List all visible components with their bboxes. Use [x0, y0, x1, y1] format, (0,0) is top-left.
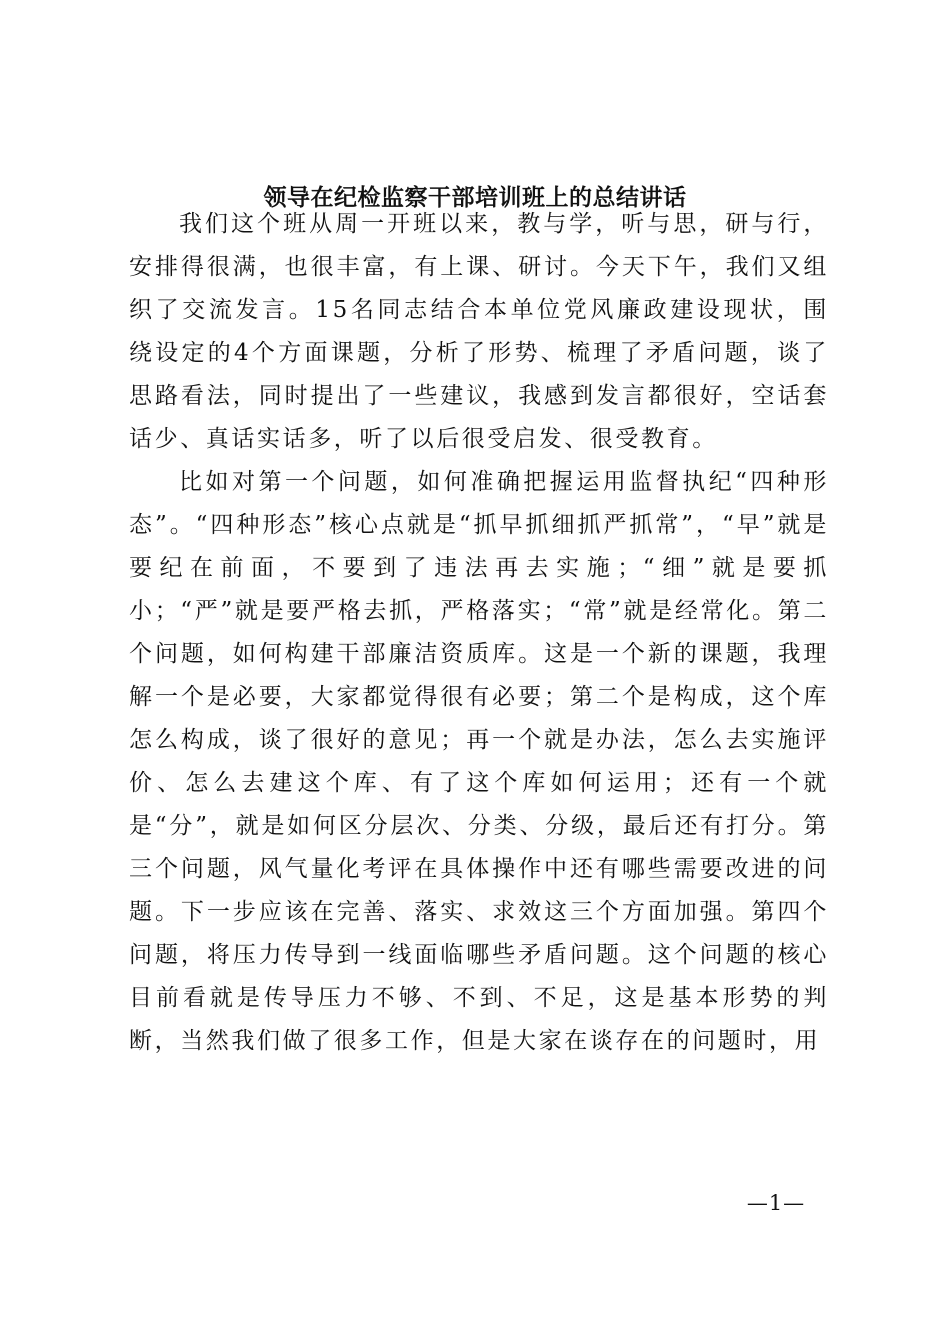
document-title: 领导在纪检监察干部培训班上的总结讲话 — [263, 184, 687, 211]
paragraph-2: 比如对第一个问题，如何准确把握运用监督执纪“四种形态”。“四种形态”核心点就是“抓早抓细抓严抓常”，“早”就是要纪在前面，不要到了违法再去实施；“细”就是要抓小；“严”就是要严格去抓，严格落实；“常”就是经常化。第二个问题，如何构建干部廉洁资质库。这是一个新的课题，我理解一个是必要，大家都觉得很有必要；第二个是构成，这个库怎么构成，谈了很好的意见；再一个就是办法，怎么去实施评价、怎么去建这个库、有了这个库如何运用；还有一个就是“分”，就是如何区分层次、分类、分级，最后还有打分。第三个问题，风气量化考评在具体操作中还有哪些需要改进的问题。下一步应该在完善、落实、求效这三个方面加强。第四个问题，将压力传导到一线面临哪些矛盾问题。这个问题的核心目前看就是传导压力不够、不到、不足，这是基本形势的判断，当然我们做了很多工作，但是大家在谈存在的问题时，用 — [129, 469, 829, 1054]
document-body — [129, 203, 829, 1063]
page-number: —1— — [746, 1191, 806, 1215]
paragraph-1: 我们这个班从周一开班以来，教与学，听与思，研与行，安排得很满，也很丰富，有上课、研讨。今天下午，我们又组织了交流发言。15名同志结合本单位党风廉政建设现状，围绕设定的4个方面课题，分析了形势、梳理了矛盾问题，谈了思路看法，同时提出了一些建议，我感到发言都很好，空话套话少、真话实话多，听了以后很受启发、很受教育。 — [129, 211, 829, 452]
